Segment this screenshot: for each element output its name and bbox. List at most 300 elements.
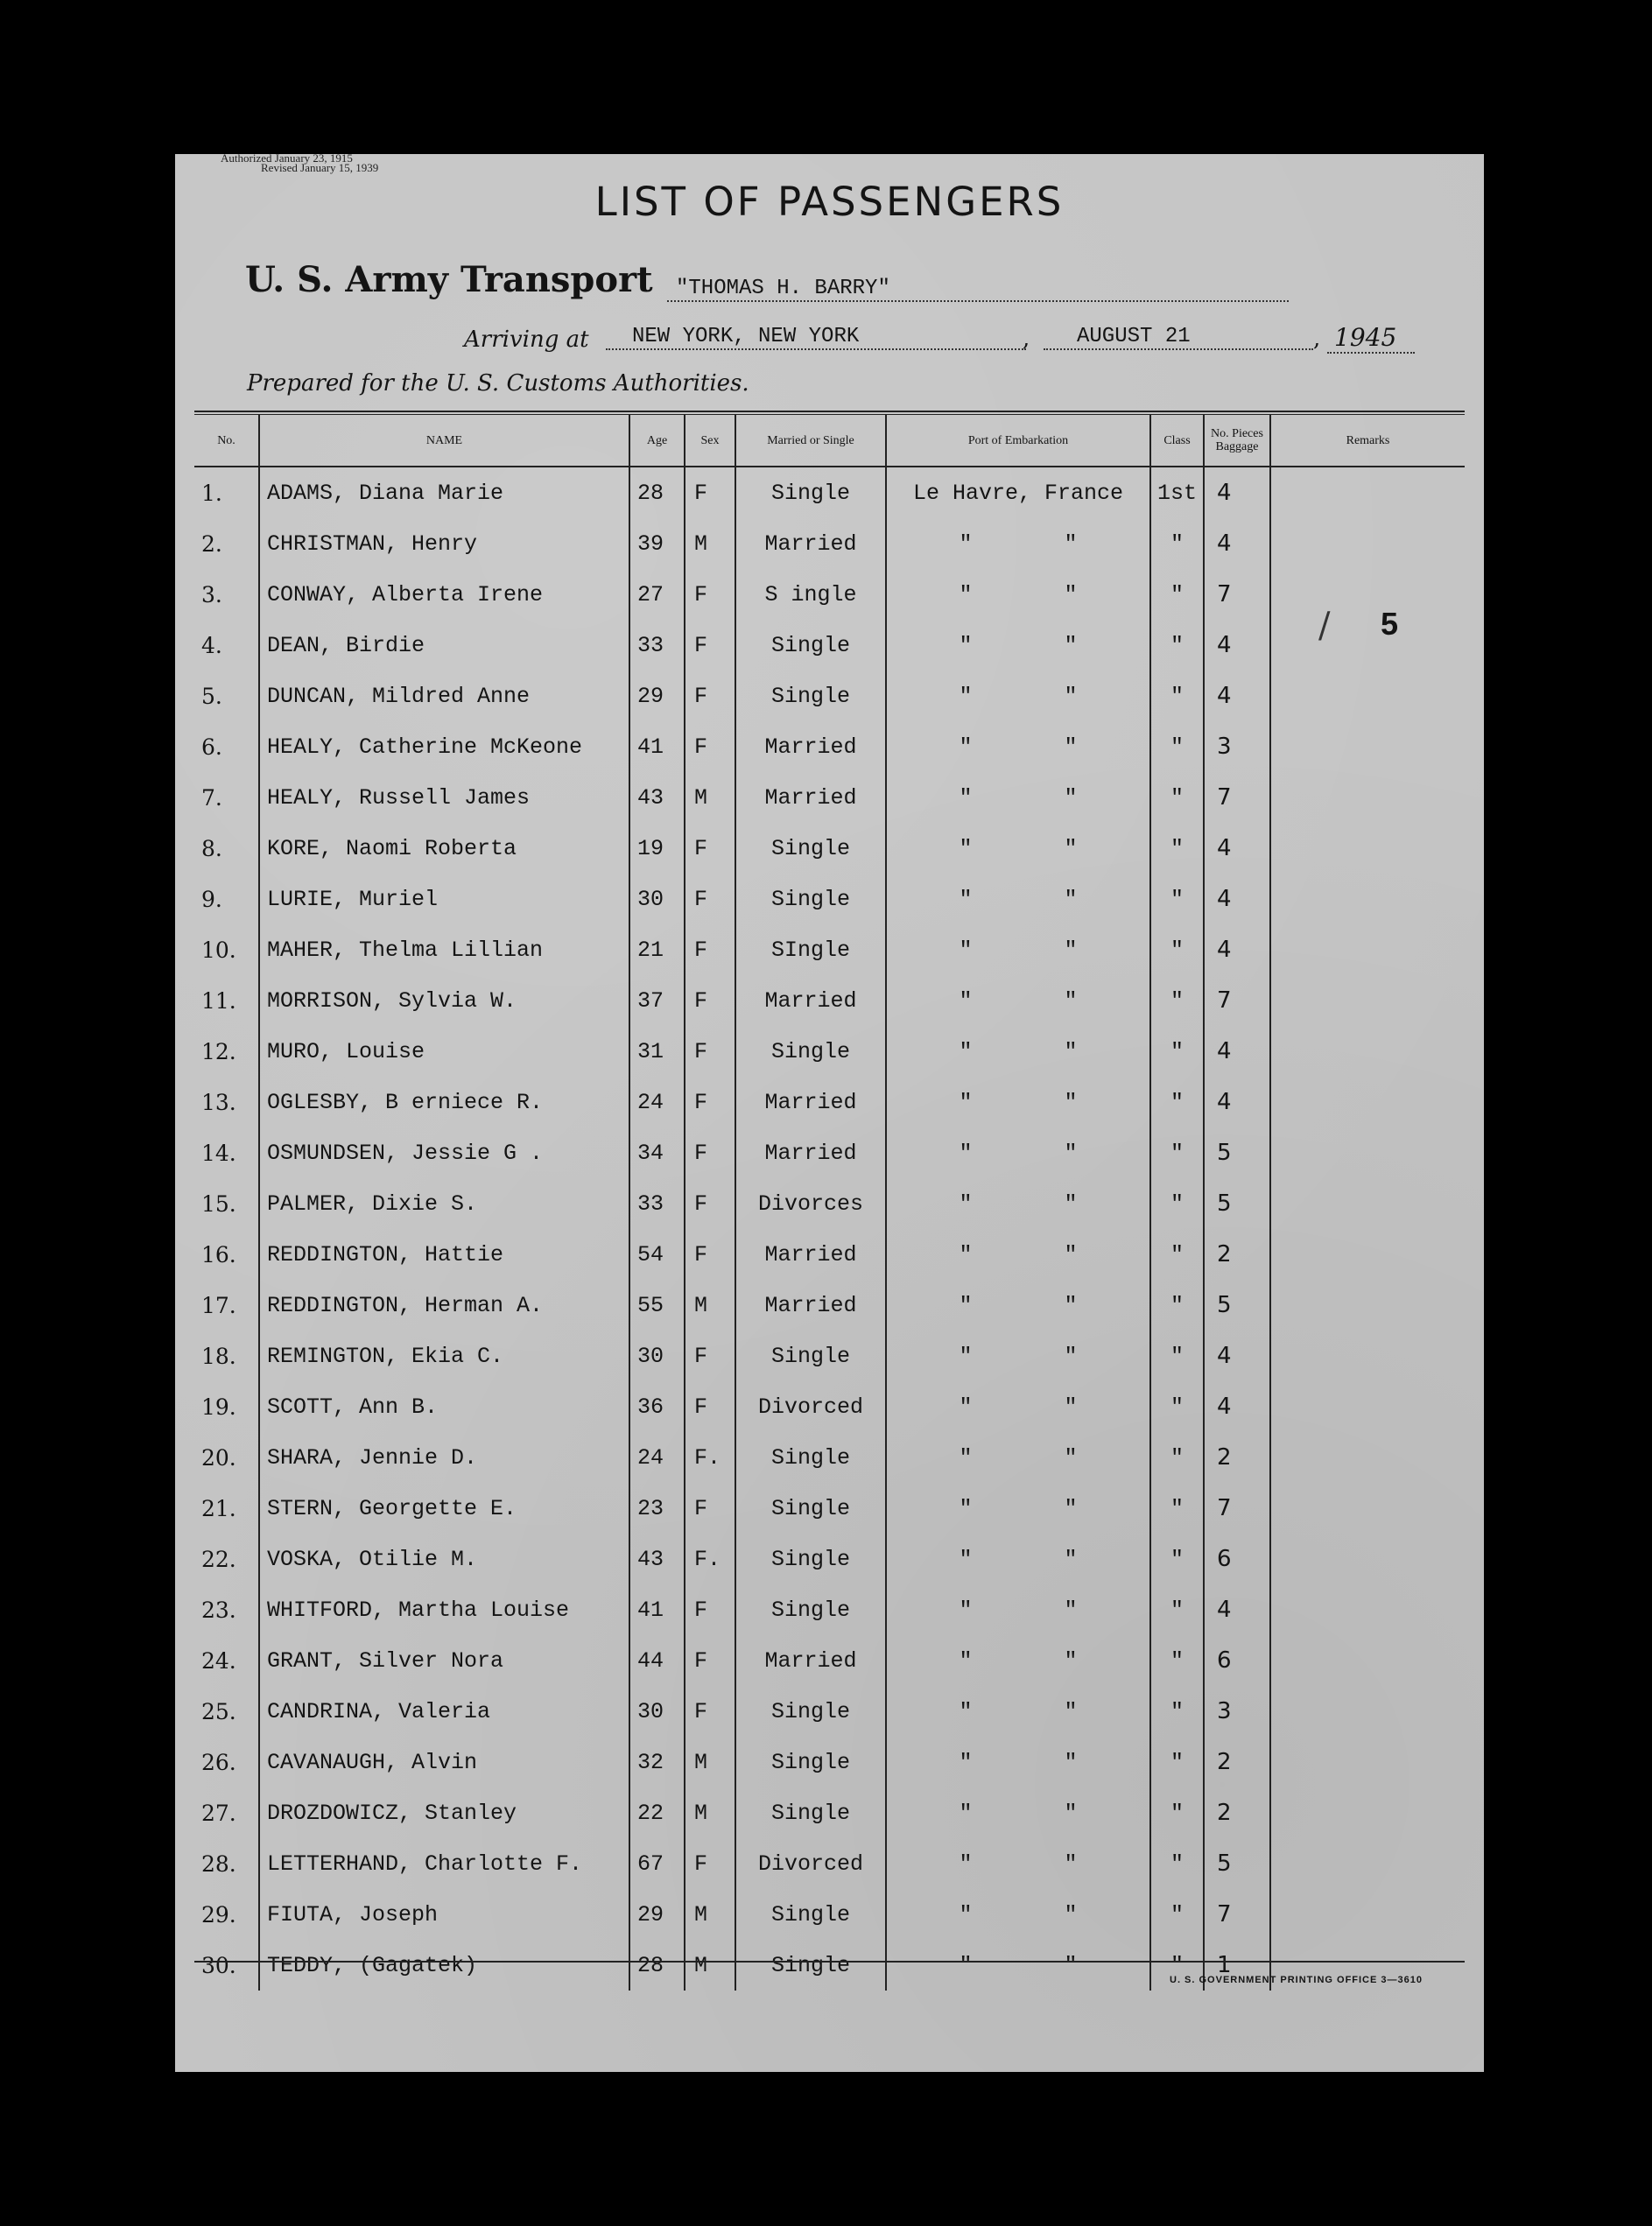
baggage-pieces: 2 bbox=[1204, 1737, 1270, 1787]
passenger-marital-status: Single bbox=[735, 1940, 886, 1991]
passenger-class: " bbox=[1150, 1127, 1204, 1178]
table-bottom-rule bbox=[194, 1961, 1465, 1963]
port-of-embarkation: " " bbox=[886, 569, 1150, 620]
passenger-class: " bbox=[1150, 1584, 1204, 1635]
passenger-name: SHARA, Jennie D. bbox=[259, 1432, 629, 1483]
column-header-name: NAME bbox=[259, 415, 629, 467]
passenger-age: 44 bbox=[629, 1635, 685, 1686]
remarks-cell bbox=[1270, 874, 1465, 924]
row-number: 30. bbox=[201, 1952, 236, 1978]
table-row bbox=[194, 1686, 1465, 1737]
baggage-pieces: 4 bbox=[1204, 1584, 1270, 1635]
passenger-class: " bbox=[1150, 1686, 1204, 1737]
passenger-sex: F bbox=[685, 671, 735, 721]
passenger-name: WHITFORD, Martha Louise bbox=[259, 1584, 629, 1635]
row-number: 10. bbox=[201, 937, 236, 963]
arrival-place: NEW YORK, NEW YORK bbox=[606, 325, 1026, 350]
table-row bbox=[194, 1331, 1465, 1381]
passenger-sex: F bbox=[685, 620, 735, 671]
passenger-age: 36 bbox=[629, 1381, 685, 1432]
transport-label: U. S. Army Transport bbox=[245, 259, 653, 300]
passenger-class: " bbox=[1150, 1381, 1204, 1432]
passenger-sex: M bbox=[685, 1737, 735, 1787]
passenger-marital-status: Married bbox=[735, 1229, 886, 1280]
passenger-name: CAVANAUGH, Alvin bbox=[259, 1737, 629, 1787]
passenger-class: " bbox=[1150, 1889, 1204, 1940]
passenger-age: 23 bbox=[629, 1483, 685, 1534]
passenger-sex: F bbox=[685, 1483, 735, 1534]
port-of-embarkation: " " bbox=[886, 671, 1150, 721]
passenger-marital-status: Single bbox=[735, 1584, 886, 1635]
passenger-class: " bbox=[1150, 1635, 1204, 1686]
baggage-pieces: 7 bbox=[1204, 1889, 1270, 1940]
column-header-age: Age bbox=[629, 415, 685, 467]
port-of-embarkation: " " bbox=[886, 1432, 1150, 1483]
passenger-name: FIUTA, Joseph bbox=[259, 1889, 629, 1940]
port-of-embarkation: Le Havre, France bbox=[886, 467, 1150, 518]
passenger-marital-status: Married bbox=[735, 1280, 886, 1331]
row-number: 18. bbox=[201, 1343, 236, 1369]
passenger-age: 55 bbox=[629, 1280, 685, 1331]
passenger-name: PALMER, Dixie S. bbox=[259, 1178, 629, 1229]
baggage-pieces: 4 bbox=[1204, 874, 1270, 924]
port-of-embarkation: " " bbox=[886, 518, 1150, 569]
row-number: 29. bbox=[201, 1901, 236, 1928]
port-of-embarkation: " " bbox=[886, 975, 1150, 1026]
passenger-sex: F bbox=[685, 1381, 735, 1432]
table-row bbox=[194, 1432, 1465, 1483]
passenger-sex: M bbox=[685, 1280, 735, 1331]
remarks-cell bbox=[1270, 1026, 1465, 1077]
passenger-sex: F bbox=[685, 1229, 735, 1280]
baggage-pieces: 4 bbox=[1204, 1331, 1270, 1381]
passenger-class: " bbox=[1150, 975, 1204, 1026]
passenger-sex: F. bbox=[685, 1534, 735, 1584]
passenger-sex: F bbox=[685, 1127, 735, 1178]
row-number: 5. bbox=[201, 683, 222, 709]
table-row bbox=[194, 1381, 1465, 1432]
passenger-class: " bbox=[1150, 1534, 1204, 1584]
passenger-age: 39 bbox=[629, 518, 685, 569]
baggage-pieces: 7 bbox=[1204, 772, 1270, 823]
row-number: 3. bbox=[201, 581, 222, 607]
passenger-age: 32 bbox=[629, 1737, 685, 1787]
passenger-class: " bbox=[1150, 1787, 1204, 1838]
passenger-name: GRANT, Silver Nora bbox=[259, 1635, 629, 1686]
column-header-sex: Sex bbox=[685, 415, 735, 467]
baggage-pieces: 7 bbox=[1204, 975, 1270, 1026]
passenger-name: HEALY, Catherine McKeone bbox=[259, 721, 629, 772]
passenger-age: 30 bbox=[629, 1686, 685, 1737]
passenger-age: 31 bbox=[629, 1026, 685, 1077]
baggage-pieces: 5 bbox=[1204, 1178, 1270, 1229]
baggage-pieces: 1 bbox=[1204, 1940, 1270, 1991]
port-of-embarkation: " " bbox=[886, 620, 1150, 671]
row-number: 15. bbox=[201, 1190, 236, 1217]
passenger-marital-status: Single bbox=[735, 1686, 886, 1737]
column-header-port: Port of Embarkation bbox=[886, 415, 1150, 467]
remarks-cell bbox=[1270, 772, 1465, 823]
passenger-table-container bbox=[194, 415, 1465, 1978]
table-row bbox=[194, 1635, 1465, 1686]
remarks-cell bbox=[1270, 1280, 1465, 1331]
passenger-age: 29 bbox=[629, 1889, 685, 1940]
passenger-sex: F bbox=[685, 467, 735, 518]
row-number: 24. bbox=[201, 1647, 236, 1674]
baggage-pieces: 2 bbox=[1204, 1787, 1270, 1838]
table-row bbox=[194, 1737, 1465, 1787]
port-of-embarkation: " " bbox=[886, 874, 1150, 924]
passenger-age: 22 bbox=[629, 1787, 685, 1838]
passenger-sex: M bbox=[685, 518, 735, 569]
remarks-cell bbox=[1270, 721, 1465, 772]
passenger-age: 33 bbox=[629, 620, 685, 671]
passenger-name: REDDINGTON, Hattie bbox=[259, 1229, 629, 1280]
baggage-pieces: 3 bbox=[1204, 1686, 1270, 1737]
passenger-marital-status: Divorced bbox=[735, 1838, 886, 1889]
row-number: 2. bbox=[201, 530, 222, 557]
passenger-sex: F bbox=[685, 975, 735, 1026]
passenger-sex: M bbox=[685, 772, 735, 823]
passenger-marital-status: Married bbox=[735, 1635, 886, 1686]
passenger-age: 30 bbox=[629, 1331, 685, 1381]
port-of-embarkation: " " bbox=[886, 1787, 1150, 1838]
remarks-cell bbox=[1270, 1635, 1465, 1686]
table-row bbox=[194, 1077, 1465, 1127]
remarks-cell bbox=[1270, 924, 1465, 975]
passenger-marital-status: Single bbox=[735, 1534, 886, 1584]
baggage-pieces: 5 bbox=[1204, 1280, 1270, 1331]
port-of-embarkation: " " bbox=[886, 1584, 1150, 1635]
passenger-name: MORRISON, Sylvia W. bbox=[259, 975, 629, 1026]
passenger-marital-status: Married bbox=[735, 975, 886, 1026]
table-row bbox=[194, 1787, 1465, 1838]
passenger-age: 28 bbox=[629, 467, 685, 518]
port-of-embarkation: " " bbox=[886, 1534, 1150, 1584]
passenger-marital-status: Married bbox=[735, 1127, 886, 1178]
passenger-sex: F bbox=[685, 1838, 735, 1889]
passenger-marital-status: Single bbox=[735, 1889, 886, 1940]
baggage-pieces: 5 bbox=[1204, 1838, 1270, 1889]
port-of-embarkation: " " bbox=[886, 1686, 1150, 1737]
passenger-class: " bbox=[1150, 1178, 1204, 1229]
passenger-marital-status: S ingle bbox=[735, 569, 886, 620]
passenger-name: CHRISTMAN, Henry bbox=[259, 518, 629, 569]
port-of-embarkation: " " bbox=[886, 772, 1150, 823]
passenger-class: " bbox=[1150, 1737, 1204, 1787]
arrival-date: AUGUST 21 bbox=[1044, 325, 1313, 350]
baggage-pieces: 4 bbox=[1204, 620, 1270, 671]
passenger-sex: F. bbox=[685, 1432, 735, 1483]
passenger-sex: M bbox=[685, 1889, 735, 1940]
passenger-class: " bbox=[1150, 874, 1204, 924]
remarks-cell bbox=[1270, 823, 1465, 874]
passenger-sex: F bbox=[685, 721, 735, 772]
remarks-cell bbox=[1270, 975, 1465, 1026]
passenger-age: 28 bbox=[629, 1940, 685, 1991]
row-number: 4. bbox=[201, 632, 222, 658]
baggage-pieces: 7 bbox=[1204, 569, 1270, 620]
passenger-marital-status: Married bbox=[735, 1077, 886, 1127]
table-row bbox=[194, 671, 1465, 721]
passenger-age: 24 bbox=[629, 1077, 685, 1127]
baggage-pieces: 3 bbox=[1204, 721, 1270, 772]
passenger-sex: F bbox=[685, 1331, 735, 1381]
port-of-embarkation: " " bbox=[886, 1229, 1150, 1280]
passenger-class: " bbox=[1150, 1077, 1204, 1127]
remarks-cell bbox=[1270, 569, 1465, 620]
baggage-pieces: 4 bbox=[1204, 1381, 1270, 1432]
passenger-sex: F bbox=[685, 569, 735, 620]
passenger-sex: F bbox=[685, 924, 735, 975]
passenger-age: 41 bbox=[629, 721, 685, 772]
passenger-sex: F bbox=[685, 823, 735, 874]
table-row bbox=[194, 518, 1465, 569]
table-row bbox=[194, 772, 1465, 823]
port-of-embarkation: " " bbox=[886, 1940, 1150, 1991]
passenger-marital-status: Divorced bbox=[735, 1381, 886, 1432]
passenger-age: 41 bbox=[629, 1584, 685, 1635]
baggage-pieces: 2 bbox=[1204, 1229, 1270, 1280]
table-row bbox=[194, 924, 1465, 975]
remarks-tick-mark: / bbox=[1318, 606, 1331, 646]
table-row bbox=[194, 467, 1465, 518]
remarks-cell bbox=[1270, 1686, 1465, 1737]
baggage-pieces: 4 bbox=[1204, 1077, 1270, 1127]
passenger-class: " bbox=[1150, 1026, 1204, 1077]
baggage-pieces: 4 bbox=[1204, 467, 1270, 518]
passenger-class: " bbox=[1150, 772, 1204, 823]
passenger-age: 34 bbox=[629, 1127, 685, 1178]
passenger-name: CANDRINA, Valeria bbox=[259, 1686, 629, 1737]
authorized-line: Authorized January 23, 1915 bbox=[221, 151, 353, 165]
arrival-year: 1945 bbox=[1327, 323, 1415, 354]
passenger-name: VOSKA, Otilie M. bbox=[259, 1534, 629, 1584]
row-number: 20. bbox=[201, 1444, 236, 1471]
ship-name: "THOMAS H. BARRY" bbox=[667, 277, 1289, 302]
remarks-cell bbox=[1270, 1737, 1465, 1787]
port-of-embarkation: " " bbox=[886, 1889, 1150, 1940]
row-number: 22. bbox=[201, 1546, 236, 1572]
passenger-sex: F bbox=[685, 874, 735, 924]
column-header-no: No. bbox=[194, 415, 259, 467]
row-number: 19. bbox=[201, 1394, 236, 1420]
port-of-embarkation: " " bbox=[886, 1838, 1150, 1889]
passenger-name: MURO, Louise bbox=[259, 1026, 629, 1077]
row-number: 9. bbox=[201, 886, 222, 912]
port-of-embarkation: " " bbox=[886, 1178, 1150, 1229]
passenger-name: OGLESBY, B erniece R. bbox=[259, 1077, 629, 1127]
remarks-cell bbox=[1270, 1127, 1465, 1178]
column-header-remarks: Remarks bbox=[1270, 415, 1465, 467]
remarks-cell bbox=[1270, 1838, 1465, 1889]
remarks-cell bbox=[1270, 1331, 1465, 1381]
passenger-marital-status: Single bbox=[735, 1483, 886, 1534]
row-number: 13. bbox=[201, 1089, 236, 1115]
table-row bbox=[194, 1838, 1465, 1889]
passenger-marital-status: Single bbox=[735, 823, 886, 874]
table-row bbox=[194, 823, 1465, 874]
passenger-age: 33 bbox=[629, 1178, 685, 1229]
row-number: 14. bbox=[201, 1140, 236, 1166]
column-header-marital: Married or Single bbox=[735, 415, 886, 467]
passenger-marital-status: Single bbox=[735, 1787, 886, 1838]
remarks-cell bbox=[1270, 1787, 1465, 1838]
passenger-name: LETTERHAND, Charlotte F. bbox=[259, 1838, 629, 1889]
remarks-cell bbox=[1270, 1077, 1465, 1127]
port-of-embarkation: " " bbox=[886, 924, 1150, 975]
table-row bbox=[194, 1584, 1465, 1635]
remarks-cell bbox=[1270, 620, 1465, 671]
passenger-marital-status: Single bbox=[735, 467, 886, 518]
passenger-name: OSMUNDSEN, Jessie G . bbox=[259, 1127, 629, 1178]
table-row bbox=[194, 1483, 1465, 1534]
row-number: 12. bbox=[201, 1038, 236, 1064]
passenger-sex: M bbox=[685, 1940, 735, 1991]
row-number: 11. bbox=[201, 987, 236, 1014]
passenger-age: 43 bbox=[629, 772, 685, 823]
passenger-name: REMINGTON, Ekia C. bbox=[259, 1331, 629, 1381]
remarks-cell bbox=[1270, 1432, 1465, 1483]
table-row bbox=[194, 620, 1465, 671]
row-number: 27. bbox=[201, 1800, 236, 1826]
passenger-marital-status: Divorces bbox=[735, 1178, 886, 1229]
passenger-class: " bbox=[1150, 1483, 1204, 1534]
passenger-class: " bbox=[1150, 924, 1204, 975]
passenger-class: " bbox=[1150, 1838, 1204, 1889]
table-row bbox=[194, 975, 1465, 1026]
passenger-name: LURIE, Muriel bbox=[259, 874, 629, 924]
passenger-age: 37 bbox=[629, 975, 685, 1026]
passenger-marital-status: Single bbox=[735, 671, 886, 721]
passenger-class: " bbox=[1150, 1229, 1204, 1280]
port-of-embarkation: " " bbox=[886, 1077, 1150, 1127]
passenger-table bbox=[194, 415, 1465, 1991]
passenger-age: 29 bbox=[629, 671, 685, 721]
row-number: 16. bbox=[201, 1241, 236, 1267]
passenger-age: 54 bbox=[629, 1229, 685, 1280]
baggage-pieces: 2 bbox=[1204, 1432, 1270, 1483]
table-row bbox=[194, 874, 1465, 924]
passenger-marital-status: Single bbox=[735, 1432, 886, 1483]
port-of-embarkation: " " bbox=[886, 1331, 1150, 1381]
baggage-pieces: 6 bbox=[1204, 1534, 1270, 1584]
remarks-cell bbox=[1270, 1229, 1465, 1280]
table-row bbox=[194, 1229, 1465, 1280]
row-number: 17. bbox=[201, 1292, 236, 1318]
passenger-sex: F bbox=[685, 1178, 735, 1229]
baggage-pieces: 7 bbox=[1204, 1483, 1270, 1534]
passenger-marital-status: Single bbox=[735, 1737, 886, 1787]
document-title: LIST OF PASSENGERS bbox=[594, 179, 1065, 225]
table-row bbox=[194, 569, 1465, 620]
passenger-marital-status: Married bbox=[735, 518, 886, 569]
port-of-embarkation: " " bbox=[886, 1483, 1150, 1534]
row-number: 28. bbox=[201, 1850, 236, 1877]
passenger-name: DUNCAN, Mildred Anne bbox=[259, 671, 629, 721]
printing-office-footer: U. S. GOVERNMENT PRINTING OFFICE 3—3610 bbox=[1170, 1975, 1423, 1985]
passenger-class: " bbox=[1150, 1331, 1204, 1381]
port-of-embarkation: " " bbox=[886, 721, 1150, 772]
passenger-name: KORE, Naomi Roberta bbox=[259, 823, 629, 874]
port-of-embarkation: " " bbox=[886, 1635, 1150, 1686]
row-number: 6. bbox=[201, 734, 222, 760]
port-of-embarkation: " " bbox=[886, 1127, 1150, 1178]
separator-comma: , bbox=[1023, 326, 1030, 352]
passenger-name: REDDINGTON, Herman A. bbox=[259, 1280, 629, 1331]
passenger-class: " bbox=[1150, 620, 1204, 671]
table-row bbox=[194, 1889, 1465, 1940]
remarks-annotation: 5 bbox=[1381, 606, 1399, 642]
passenger-age: 19 bbox=[629, 823, 685, 874]
column-header-class: Class bbox=[1150, 415, 1204, 467]
passenger-age: 43 bbox=[629, 1534, 685, 1584]
passenger-marital-status: Single bbox=[735, 1331, 886, 1381]
passenger-marital-status: SIngle bbox=[735, 924, 886, 975]
passenger-marital-status: Single bbox=[735, 1026, 886, 1077]
passenger-name: DEAN, Birdie bbox=[259, 620, 629, 671]
passenger-age: 30 bbox=[629, 874, 685, 924]
remarks-cell bbox=[1270, 1534, 1465, 1584]
table-row bbox=[194, 721, 1465, 772]
remarks-cell bbox=[1270, 1483, 1465, 1534]
passenger-age: 21 bbox=[629, 924, 685, 975]
baggage-pieces: 5 bbox=[1204, 1127, 1270, 1178]
passenger-class: " bbox=[1150, 518, 1204, 569]
table-header-row bbox=[194, 415, 1465, 467]
passenger-list-document bbox=[175, 151, 1484, 2072]
passenger-name: CONWAY, Alberta Irene bbox=[259, 569, 629, 620]
passenger-age: 67 bbox=[629, 1838, 685, 1889]
prepared-for-line: Prepared for the U. S. Customs Authorities. bbox=[247, 370, 749, 397]
port-of-embarkation: " " bbox=[886, 1280, 1150, 1331]
port-of-embarkation: " " bbox=[886, 1026, 1150, 1077]
passenger-sex: F bbox=[685, 1584, 735, 1635]
passenger-name: ADAMS, Diana Marie bbox=[259, 467, 629, 518]
passenger-sex: M bbox=[685, 1787, 735, 1838]
separator-comma: , bbox=[1313, 326, 1321, 352]
passenger-age: 27 bbox=[629, 569, 685, 620]
table-row bbox=[194, 1534, 1465, 1584]
passenger-name: MAHER, Thelma Lillian bbox=[259, 924, 629, 975]
remarks-cell bbox=[1270, 467, 1465, 518]
passenger-marital-status: Married bbox=[735, 772, 886, 823]
baggage-pieces: 6 bbox=[1204, 1635, 1270, 1686]
passenger-class: " bbox=[1150, 1432, 1204, 1483]
passenger-sex: F bbox=[685, 1077, 735, 1127]
passenger-class: " bbox=[1150, 1940, 1204, 1991]
row-number: 8. bbox=[201, 835, 222, 861]
row-number: 23. bbox=[201, 1597, 236, 1623]
port-of-embarkation: " " bbox=[886, 1737, 1150, 1787]
passenger-class: " bbox=[1150, 569, 1204, 620]
passenger-name: HEALY, Russell James bbox=[259, 772, 629, 823]
remarks-cell bbox=[1270, 1178, 1465, 1229]
baggage-pieces: 4 bbox=[1204, 823, 1270, 874]
remarks-cell bbox=[1270, 1584, 1465, 1635]
remarks-cell bbox=[1270, 1381, 1465, 1432]
passenger-class: " bbox=[1150, 721, 1204, 772]
baggage-pieces: 4 bbox=[1204, 518, 1270, 569]
column-header-baggage: No. Pieces Baggage bbox=[1204, 415, 1270, 467]
passenger-name: TEDDY, (Gagatek) bbox=[259, 1940, 629, 1991]
passenger-marital-status: Single bbox=[735, 874, 886, 924]
remarks-cell bbox=[1270, 518, 1465, 569]
passenger-sex: F bbox=[685, 1686, 735, 1737]
row-number: 21. bbox=[201, 1495, 236, 1521]
baggage-pieces: 4 bbox=[1204, 924, 1270, 975]
passenger-name: SCOTT, Ann B. bbox=[259, 1381, 629, 1432]
